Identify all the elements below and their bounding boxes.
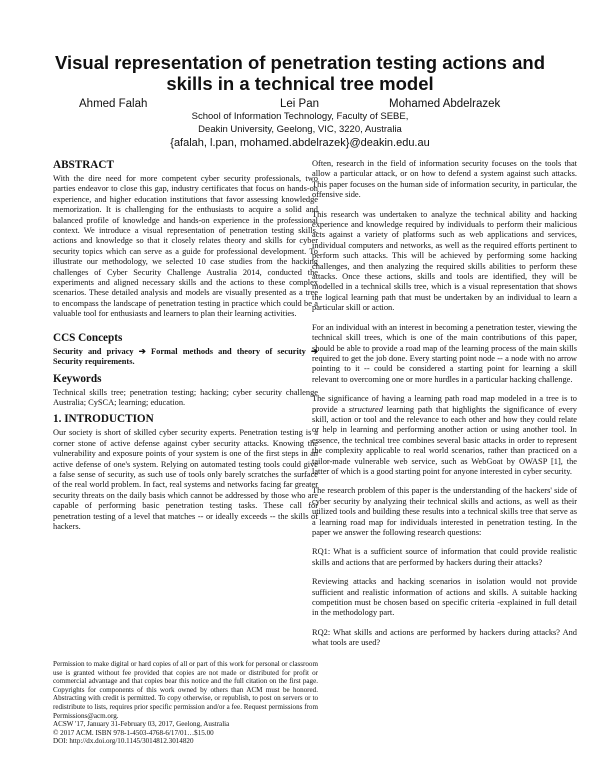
abstract-text: With the dire need for more competent cyber security professionals, two parties endeavor to close this gap, industry certificates that focus on hands-on experience, and higher education institutions that favor assessing knowledge memorization. It is challenging for the enthusiasts to acquire a solid and balanced profile of knowledge and hands-on experience in the professional context. We introduce a visual representation of penetration testing skills, actions and knowledge so that it closely relates theory and skills for cyber security topics which can serve as a guide for professional development. To illustrate our methodology, we selected 10 case studies from the hacking challenges of Cyber Security Challenge Australia 2014, conducted the experiments and aligned necessary skills and the actions to these complex scenarios. These detailed analysis and models are visually presented as a tree to encompass the landscape of penetration testing in practice which could be a valuable tool for enthusiasts and learners to plan their learning activities. <box>53 174 318 319</box>
emphasis-text: structured <box>348 404 383 414</box>
body-paragraph: The research problem of this paper is the understanding of the hackers' side of cyber security by analyzing their technical skills and actions, as well as their utilized tools and building these results into a technical skills tree that serve as a learning road map for individuals interested in penetration testing. In the paper we answer the following research questions: <box>312 486 577 537</box>
affiliation-line: Deakin University, Geelong, VIC, 3220, Australia <box>198 123 402 135</box>
text-run: The significance of having a learning path road map modeled in a tree is to provide a <box>312 394 577 414</box>
introduction-heading: 1. INTRODUCTION <box>53 413 154 426</box>
paper-title: Visual representation of penetration testing actions and skills in a technical tree model <box>55 52 545 94</box>
author-name: Lei Pan <box>280 98 320 110</box>
left-column <box>53 159 318 537</box>
author-list <box>0 98 600 112</box>
introduction-paragraph: Our society is short of skilled cyber security experts. Penetration testing is a corner stone of active defense against cyber security attacks. Knowing the vulnerability and exposure points of your system is one of the first steps in an active defense of one's system. Relying on automated testing tools could give a false sense of security, as such use of tools only barely scratches the surface of the real world problem. In fact, real systems and networks facing far greater security threats on the daily basis which cannot be addressed by those who are capable of performing basic penetration testing tasks. These call for penetration testing of a level that matches -- or ideally exceeds -- the skills of hackers. <box>53 428 318 531</box>
affiliation <box>100 111 500 150</box>
body-paragraph: For an individual with an interest in becoming a penetration tester, viewing the technical skill trees, which is one of the main contributions of this paper, should be able to provide a road map of the learning process of the main skills required to get the job done. Every starting point node -- a node with no arrow pointing to it -- could be considered a starting point for learning a skill relevant to overcoming one or more hurdles in a particular hacking challenge. <box>312 322 577 384</box>
ccs-concepts: Security and privacy ➔ Formal methods and theory of security ➔ Security requirements. <box>53 346 318 367</box>
right-column <box>312 159 577 654</box>
research-question: RQ1: What is a sufficient source of information that could provide realistic skills and actions that are performed by hackers during their attacks? <box>312 547 577 567</box>
author-emails: {afalah, l.pan, mohamed.abdelrazek}@deakin.edu.au <box>170 137 430 149</box>
body-paragraph: This research was undertaken to analyze the technical ability and hacking experience and knowledge required by individuals to perform their malicious acts against a variety of platforms such as web applications and services, individual computers and networks, as well as the required efforts pertinent to perform such attacks. This will be achieved by performing some hacking challenges, and then analyzing the required skills abilities to perform these attacks. Once these actions, skills and tools are identified, they will be modelled in a technical skills tree, which is a visual representation that shows the logical learning path that must be undertaken by an individual to learn a particular skill or action. <box>312 209 577 313</box>
body-paragraph <box>312 394 577 477</box>
text-run: learning path that highlights the significance of every skill, action or tool and the relevance to each other and how they could relate or help in learning and performing another action or using another tool. In essence, the technical tree combines several basic attacks in order to represent the complexity applicable to real world scenarios, rather than practiced on a tailor-made vulnerable web service, such as WebGoat by OWASP [1], the latter of which is a good starting point for anyone interested in cyber security. <box>312 404 577 476</box>
keywords-heading: Keywords <box>53 372 102 385</box>
body-paragraph: Reviewing attacks and hacking scenarios in isolation would not provide sufficient and realistic information of actions and skills. A suitable hacking competition must be chosen based on specific criteria -explained in full detail in the methodology part. <box>312 577 577 618</box>
permission-block <box>53 660 318 746</box>
author-name: Mohamed Abdelrazek <box>389 98 501 110</box>
author-name: Ahmed Falah <box>79 98 148 110</box>
conference-info: ACSW '17, January 31-February 03, 2017, Geelong, Australia <box>53 720 230 729</box>
doi-link[interactable]: DOI: http://dx.doi.org/10.1145/3014812.3014820 <box>53 737 194 746</box>
permission-notice: Permission to make digital or hard copies of all or part of this work for personal or classroom use is granted without fee provided that copies are not made or distributed for profit or commercial advantage and that copies bear this notice and the full citation on the first page. Copyrights for components of this work owned by others than ACM must be honored. Abstracting with credit is permitted. To copy otherwise, or republish, to post on servers or to redistribute to lists, requires prior specific permission and/or a fee. Request permissions from Permissions@acm.org. <box>53 660 318 720</box>
body-paragraph: Often, research in the field of information security focuses on the tools that allow a particular attack, or on how to defend a system against such attacks. This paper focuses on the human side of information security, in particular, the offensive side. <box>312 159 577 200</box>
ccs-heading: CCS Concepts <box>53 331 123 344</box>
keywords-text: Technical skills tree; penetration testing; hacking; cyber security challenge Australia; CySCA; learning; education. <box>53 387 318 407</box>
copyright-info: © 2017 ACM. ISBN 978-1-4503-4768-6/17/01…$15.00 <box>53 728 214 737</box>
abstract-heading: ABSTRACT <box>53 159 114 171</box>
research-question: RQ2: What skills and actions are performed by hackers during attacks? And what tools are used? <box>312 627 577 648</box>
affiliation-line: School of Information Technology, Faculty of SEBE, <box>191 111 409 122</box>
